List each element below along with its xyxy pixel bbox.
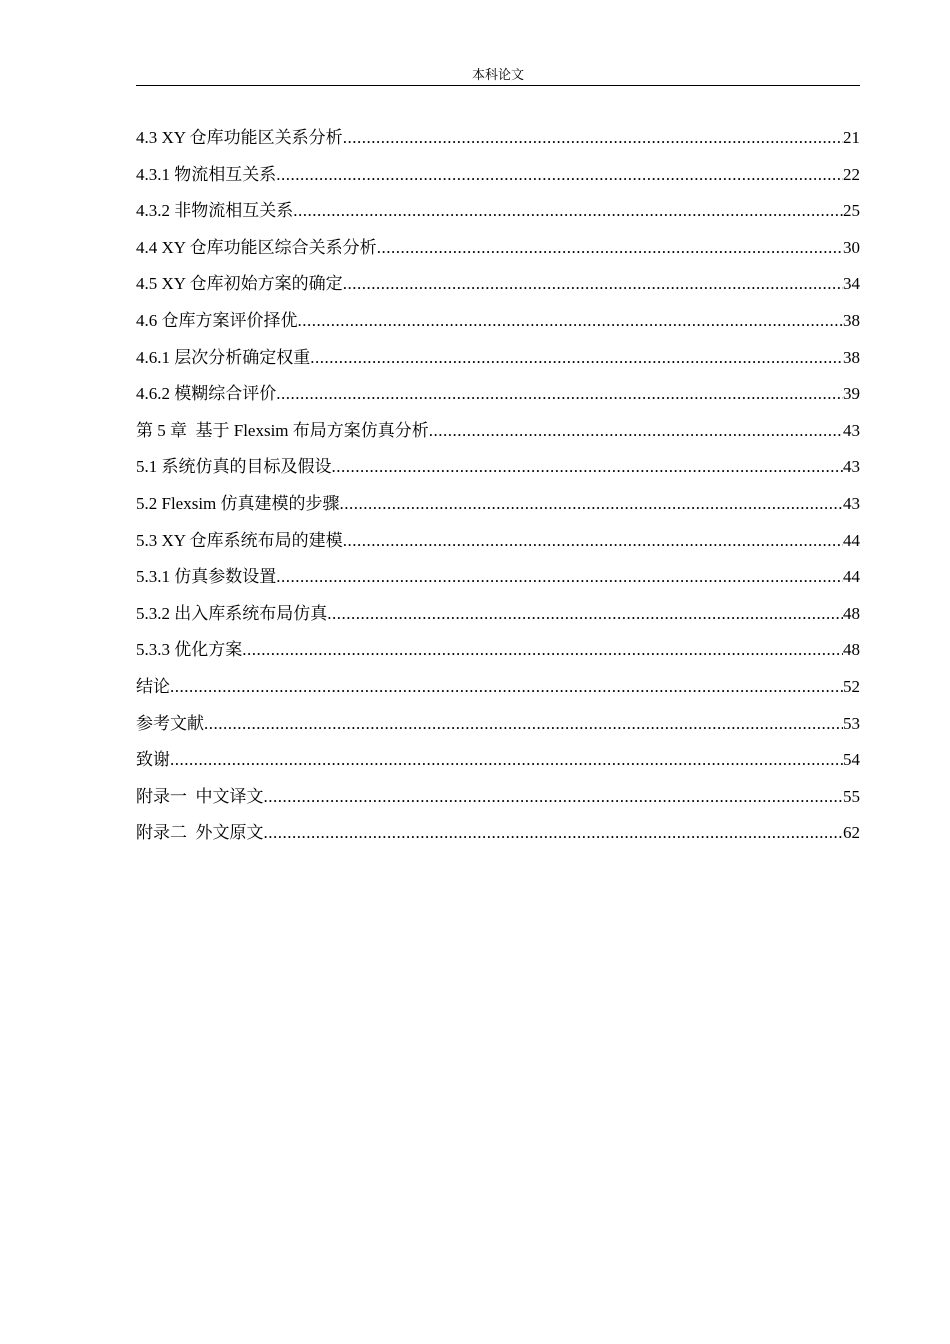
toc-entry-title: 5.3.2 出入库系统布局仿真 xyxy=(136,603,328,623)
toc-dot-leader xyxy=(264,779,844,816)
toc-dot-leader xyxy=(343,523,843,560)
toc-entry-title: 4.6.2 模糊综合评价 xyxy=(136,384,277,404)
toc-dot-leader xyxy=(170,742,843,779)
toc-entry-page: 43 xyxy=(843,420,860,440)
toc-entry-title: 4.5 XY 仓库初始方案的确定 xyxy=(136,274,343,294)
toc-entry-title: 第 5 章 基于 Flexsim 布局方案仿真分析 xyxy=(136,420,429,440)
toc-entry-title: 5.3.3 优化方案 xyxy=(136,640,243,660)
toc-dot-leader xyxy=(276,559,843,596)
toc-entry-page: 62 xyxy=(843,823,860,843)
toc-dot-leader xyxy=(327,596,843,633)
toc-entry-page: 38 xyxy=(843,347,860,367)
toc-entry xyxy=(136,559,860,596)
toc-entry-title: 5.1 系统仿真的目标及假设 xyxy=(136,457,332,477)
toc-dot-leader xyxy=(310,340,843,377)
toc-entry xyxy=(136,120,860,157)
toc-dot-leader xyxy=(298,303,844,340)
toc-entry-page: 44 xyxy=(843,530,860,550)
toc-entry xyxy=(136,340,860,377)
toc-entry-page: 38 xyxy=(843,310,860,330)
toc-entry xyxy=(136,230,860,267)
toc-entry-page: 48 xyxy=(843,603,860,623)
toc-dot-leader xyxy=(170,669,843,706)
toc-dot-leader xyxy=(332,449,844,486)
toc-entry-title: 4.4 XY 仓库功能区综合关系分析 xyxy=(136,237,377,257)
toc-entry xyxy=(136,413,860,450)
toc-dot-leader xyxy=(264,815,844,852)
toc-entry-page: 43 xyxy=(843,493,860,513)
toc-dot-leader xyxy=(377,230,843,267)
toc-entry-title: 5.2 Flexsim 仿真建模的步骤 xyxy=(136,493,340,513)
toc-dot-leader xyxy=(204,706,843,743)
toc-entry-title: 4.3.2 非物流相互关系 xyxy=(136,201,294,221)
toc-entry xyxy=(136,303,860,340)
toc-entry-page: 25 xyxy=(843,201,860,221)
toc-entry xyxy=(136,669,860,706)
toc-entry-title: 结论 xyxy=(136,676,170,696)
toc-entry-page: 22 xyxy=(843,164,860,184)
toc-dot-leader xyxy=(242,632,843,669)
toc-entry xyxy=(136,742,860,779)
toc-entry-page: 44 xyxy=(843,567,860,587)
toc-entry-page: 48 xyxy=(843,640,860,660)
toc-entry-title: 5.3.1 仿真参数设置 xyxy=(136,567,277,587)
toc-dot-leader xyxy=(276,376,843,413)
toc-entry-page: 55 xyxy=(843,786,860,806)
toc-entry-title: 4.3 XY 仓库功能区关系分析 xyxy=(136,128,343,147)
toc-entry-page: 43 xyxy=(843,457,860,477)
toc-entry-page: 52 xyxy=(843,676,860,696)
toc-entry xyxy=(136,815,860,852)
toc-entry xyxy=(136,632,860,669)
toc-entry-title: 5.3 XY 仓库系统布局的建模 xyxy=(136,530,343,550)
toc-entry-title: 参考文献 xyxy=(136,713,204,733)
toc-entry xyxy=(136,376,860,413)
toc-entry-title: 致谢 xyxy=(136,750,170,770)
toc-entry xyxy=(136,193,860,230)
toc-entry xyxy=(136,157,860,194)
toc-entry xyxy=(136,486,860,523)
toc-entry-title: 4.3.1 物流相互关系 xyxy=(136,164,277,184)
toc-dot-leader xyxy=(343,266,843,303)
toc-entry-title: 附录二 外文原文 xyxy=(136,823,264,843)
toc-entry-page: 54 xyxy=(843,750,860,770)
toc-entry xyxy=(136,706,860,743)
toc-entry-page: 39 xyxy=(843,384,860,404)
toc-entry xyxy=(136,596,860,633)
toc-entry-page: 30 xyxy=(843,237,860,257)
toc-entry-title: 4.6.1 层次分析确定权重 xyxy=(136,347,311,367)
toc-dot-leader xyxy=(343,120,843,157)
toc-entry xyxy=(136,779,860,816)
toc-dot-leader xyxy=(429,413,843,450)
toc-dot-leader xyxy=(276,157,843,194)
toc-entry xyxy=(136,449,860,486)
toc-dot-leader xyxy=(293,193,843,230)
toc-entry xyxy=(136,266,860,303)
header-divider xyxy=(136,85,860,86)
table-of-contents xyxy=(136,120,860,852)
toc-entry-title: 4.6 仓库方案评价择优 xyxy=(136,310,298,330)
toc-entry-page: 53 xyxy=(843,713,860,733)
toc-entry-title: 附录一 中文译文 xyxy=(136,786,264,806)
toc-entry-page: 21 xyxy=(843,128,860,147)
toc-entry-page: 34 xyxy=(843,274,860,294)
toc-dot-leader xyxy=(340,486,843,523)
page-header-title: 本科论文 xyxy=(471,67,524,82)
toc-entry xyxy=(136,523,860,560)
